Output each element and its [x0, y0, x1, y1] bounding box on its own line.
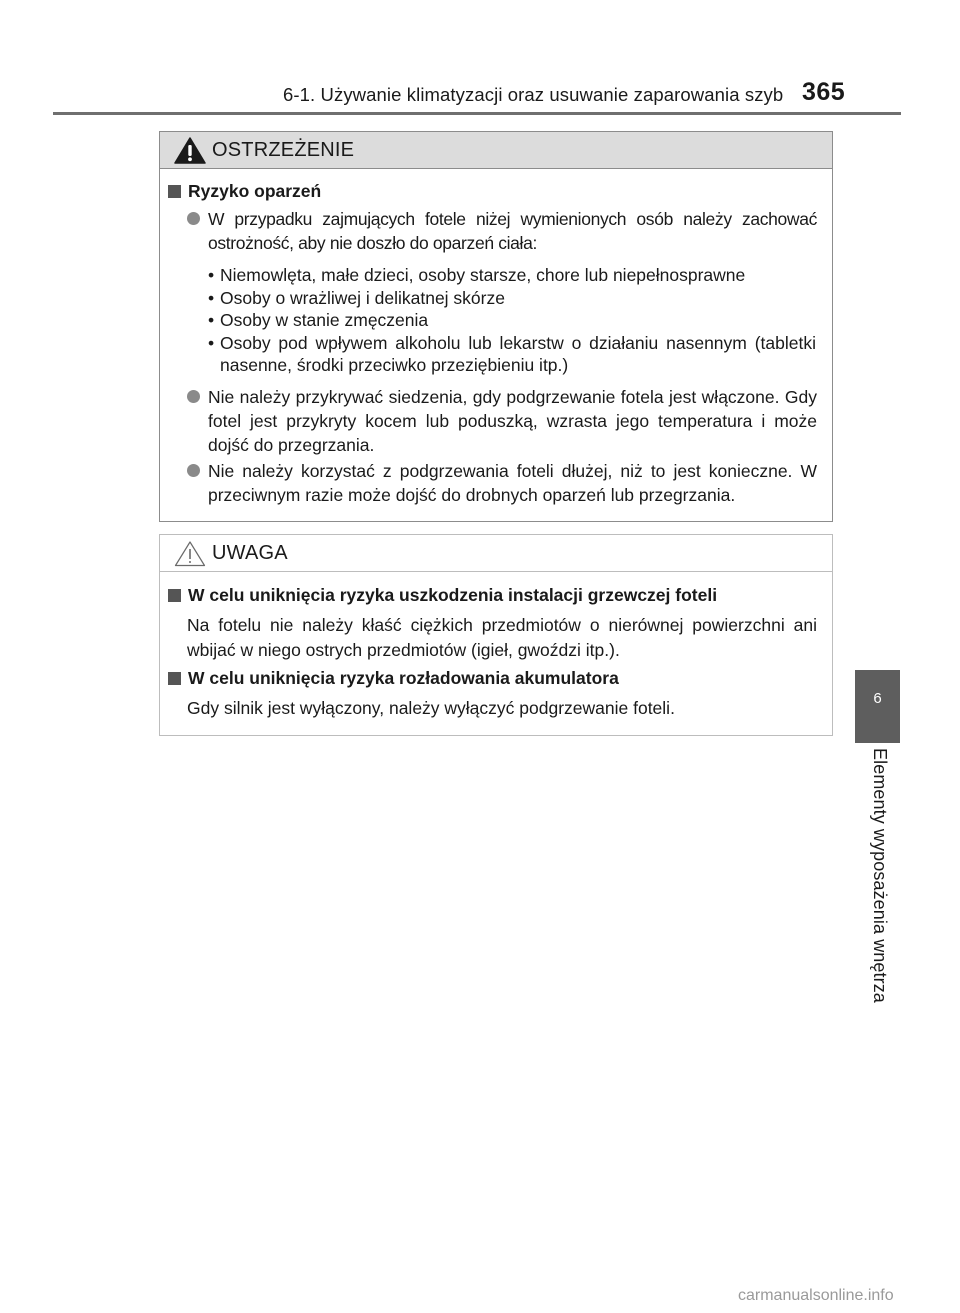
header-rule	[53, 112, 901, 115]
caution-box-header	[160, 535, 832, 572]
caution-section-2-label: W celu uniknięcia ryzyka rozładowania akumulatora	[188, 668, 619, 688]
warning-box	[159, 131, 833, 522]
chapter-tab	[855, 670, 900, 743]
caution-section-1-text: Na fotelu nie należy kłaść ciężkich przedmiotów o nierównej powierzchni ani wbijać w niego ostrych przedmiotów (igieł, gwoździ itp.).	[187, 615, 817, 660]
warning-box-header	[160, 132, 832, 169]
chapter-number: 6	[873, 690, 882, 707]
warning-bullet-1	[187, 207, 817, 255]
warning-section-label: Ryzyko oparzeń	[188, 181, 322, 201]
sub-list-item: • Niemowlęta, małe dzieci, osoby starsze, chore lub niepełnosprawne	[208, 265, 746, 285]
caution-box-title: UWAGA	[212, 541, 288, 564]
warning-outline-icon	[174, 540, 206, 567]
warning-sub-list	[208, 264, 816, 377]
warning-box-title: OSTRZEŻENIE	[212, 138, 355, 161]
warning-bullet-2-text: Nie należy przykrywać siedzenia, gdy podgrzewanie fotela jest włączone. Gdy fotel jest przykryty kocem lub poduszką, wzrasta jego temperatura i może dojść do przegrzania.	[208, 387, 817, 455]
sub-list-item: • Osoby pod wpływem alkoholu lub lekarstw o działaniu nasennym (tabletki nasenne, środki przeciwko przeziębieniu itp.)	[208, 332, 816, 375]
caution-box	[159, 534, 833, 736]
sub-list-item: • Osoby w stanie zmęczenia	[208, 310, 429, 330]
square-bullet-icon	[168, 185, 181, 198]
caution-section-1-heading	[168, 585, 717, 606]
round-bullet-icon	[187, 390, 200, 403]
sub-list-item: • Osoby o wrażliwej i delikatnej skórze	[208, 287, 505, 308]
sub-list-item-text: Osoby o wrażliwej i delikatnej skórze	[220, 287, 505, 308]
warning-bullet-3-text: Nie należy korzystać z podgrzewania foteli dłużej, niż to jest konieczne. W przeciwnym razie może dojść do drobnych oparzeń lub przegrzania.	[208, 461, 817, 505]
warning-filled-icon	[174, 137, 206, 164]
round-bullet-icon	[187, 464, 200, 477]
header-title: 6-1. Używanie klimatyzacji oraz usuwanie zaparowania szyb	[283, 84, 784, 105]
caution-section-1-label: W celu uniknięcia ryzyka uszkodzenia instalacji grzewczej foteli	[188, 585, 718, 605]
square-bullet-icon	[168, 672, 181, 685]
warning-bullet-2	[187, 385, 817, 457]
caution-section-2-text: Gdy silnik jest wyłączony, należy wyłączyć podgrzewanie foteli.	[187, 698, 675, 718]
page-number: 365	[802, 78, 846, 106]
warning-bullet-1-text: W przypadku zajmujących fotele niżej wymienionych osób należy zachować ostrożność, aby nie doszło do oparzeń ciała:	[208, 209, 817, 253]
chapter-label-text: Elementy wyposażenia wnętrza	[870, 748, 890, 1003]
watermark: carmanualsonline.info	[738, 1287, 894, 1304]
sub-list-item-text: Osoby pod wpływem alkoholu lub lekarstw o działaniu nasennym (tabletki nasenne, środki przeciwko przeziębieniu itp.)	[220, 332, 816, 375]
sub-list-item-text: Osoby w stanie zmęczenia	[220, 310, 429, 330]
warning-bullet-3	[187, 459, 817, 507]
caution-section-2-heading	[168, 668, 619, 689]
sub-list-item-text: Niemowlęta, małe dzieci, osoby starsze, chore lub niepełnosprawne	[220, 265, 746, 285]
chapter-label	[866, 748, 890, 1038]
round-bullet-icon	[187, 212, 200, 225]
warning-section-heading	[168, 181, 321, 202]
square-bullet-icon	[168, 589, 181, 602]
